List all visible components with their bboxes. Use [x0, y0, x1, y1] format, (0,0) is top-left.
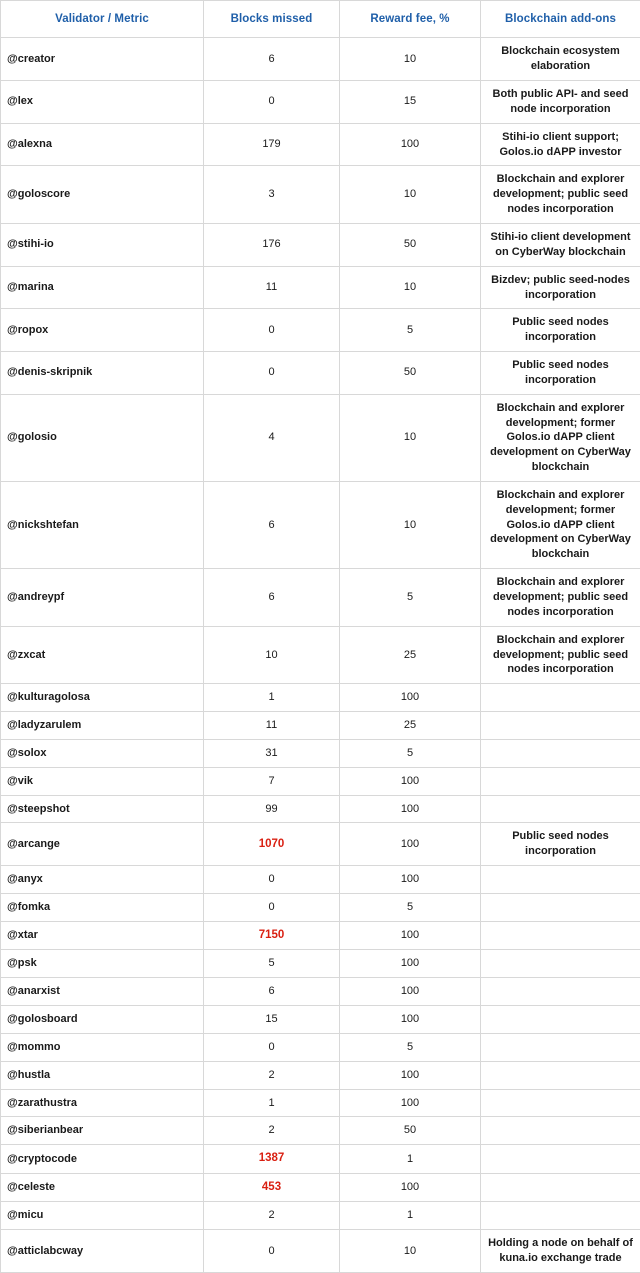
blockchain-addons-value: [481, 950, 640, 978]
table-row: [1, 795, 640, 823]
blocks-missed-value: 176: [204, 223, 340, 266]
table-row: [1, 712, 640, 740]
validator-name: @anarxist: [1, 978, 204, 1006]
blocks-missed-value: 1: [204, 684, 340, 712]
blockchain-addons-value: Stihi-io client development on CyberWay blockchain: [481, 223, 640, 266]
blocks-missed-value: 1: [204, 1089, 340, 1117]
table-row: [1, 1173, 640, 1202]
table-row: [1, 866, 640, 894]
reward-fee-value: 100: [340, 684, 481, 712]
table-row: [1, 123, 640, 166]
table-row: [1, 166, 640, 224]
blocks-missed-value: 15: [204, 1006, 340, 1034]
table-row: [1, 1089, 640, 1117]
validator-name: @anyx: [1, 866, 204, 894]
table-header-row: [1, 1, 640, 38]
validator-name: @xtar: [1, 921, 204, 950]
validator-name: @mommo: [1, 1033, 204, 1061]
blocks-missed-value: 31: [204, 739, 340, 767]
validator-name: @alexna: [1, 123, 204, 166]
blockchain-addons-value: [481, 767, 640, 795]
blockchain-addons-value: [481, 1033, 640, 1061]
blocks-missed-value: 5: [204, 950, 340, 978]
table-row: [1, 1145, 640, 1174]
validator-name: @andreypf: [1, 569, 204, 627]
blocks-missed-value: 0: [204, 352, 340, 395]
blockchain-addons-value: Blockchain and explorer development; public seed nodes incorporation: [481, 569, 640, 627]
blocks-missed-value: 99: [204, 795, 340, 823]
table-row: [1, 1033, 640, 1061]
blocks-missed-value: 1387: [204, 1145, 340, 1174]
blocks-missed-value: 11: [204, 712, 340, 740]
blockchain-addons-value: Blockchain and explorer development; former Golos.io dAPP client development on CyberWay blockchain: [481, 481, 640, 568]
reward-fee-value: 100: [340, 823, 481, 866]
blockchain-addons-value: [481, 1061, 640, 1089]
blockchain-addons-value: [481, 1006, 640, 1034]
table-row: [1, 1230, 640, 1273]
blockchain-addons-value: Public seed nodes incorporation: [481, 309, 640, 352]
blockchain-addons-value: [481, 739, 640, 767]
blockchain-addons-value: Blockchain and explorer development; public seed nodes incorporation: [481, 626, 640, 684]
table-row: [1, 1117, 640, 1145]
table-row: [1, 767, 640, 795]
blocks-missed-value: 0: [204, 893, 340, 921]
validator-name: @steepshot: [1, 795, 204, 823]
reward-fee-value: 100: [340, 1173, 481, 1202]
table-row: [1, 266, 640, 309]
reward-fee-value: 1: [340, 1145, 481, 1174]
table-row: [1, 626, 640, 684]
validator-name: @atticlabcway: [1, 1230, 204, 1273]
validator-name: @arcange: [1, 823, 204, 866]
table-row: [1, 1061, 640, 1089]
validator-name: @vik: [1, 767, 204, 795]
reward-fee-value: 10: [340, 481, 481, 568]
validator-name: @zarathustra: [1, 1089, 204, 1117]
blockchain-addons-value: [481, 684, 640, 712]
reward-fee-value: 25: [340, 626, 481, 684]
blockchain-addons-value: Stihi-io client support; Golos.io dAPP investor: [481, 123, 640, 166]
validator-name: @lex: [1, 81, 204, 124]
reward-fee-value: 5: [340, 569, 481, 627]
column-header-blocks-missed: Blocks missed: [204, 1, 340, 38]
blocks-missed-value: 6: [204, 38, 340, 81]
table-row: [1, 481, 640, 568]
table-row: [1, 394, 640, 481]
reward-fee-value: 10: [340, 394, 481, 481]
blockchain-addons-value: Blockchain and explorer development; former Golos.io dAPP client development on CyberWay blockchain: [481, 394, 640, 481]
blockchain-addons-value: Blockchain and explorer development; public seed nodes incorporation: [481, 166, 640, 224]
reward-fee-value: 100: [340, 921, 481, 950]
table-row: [1, 684, 640, 712]
blockchain-addons-value: [481, 978, 640, 1006]
blocks-missed-value: 11: [204, 266, 340, 309]
blockchain-addons-value: [481, 712, 640, 740]
blockchain-addons-value: [481, 1145, 640, 1174]
reward-fee-value: 100: [340, 1089, 481, 1117]
reward-fee-value: 100: [340, 767, 481, 795]
table-row: [1, 1006, 640, 1034]
validator-name: @golosboard: [1, 1006, 204, 1034]
blockchain-addons-value: [481, 893, 640, 921]
blocks-missed-value: 0: [204, 1033, 340, 1061]
column-header-reward-fee: Reward fee, %: [340, 1, 481, 38]
blockchain-addons-value: [481, 866, 640, 894]
validator-name: @nickshtefan: [1, 481, 204, 568]
blocks-missed-value: 0: [204, 309, 340, 352]
reward-fee-value: 50: [340, 223, 481, 266]
reward-fee-value: 100: [340, 123, 481, 166]
blocks-missed-value: 1070: [204, 823, 340, 866]
validator-name: @siberianbear: [1, 1117, 204, 1145]
validator-name: @marina: [1, 266, 204, 309]
blocks-missed-value: 6: [204, 978, 340, 1006]
table-row: [1, 823, 640, 866]
blockchain-addons-value: Blockchain ecosystem elaboration: [481, 38, 640, 81]
validator-name: @micu: [1, 1202, 204, 1230]
validator-name: @ropox: [1, 309, 204, 352]
reward-fee-value: 5: [340, 1033, 481, 1061]
reward-fee-value: 5: [340, 893, 481, 921]
column-header-validator: Validator / Metric: [1, 1, 204, 38]
table-row: [1, 739, 640, 767]
validator-name: @stihi-io: [1, 223, 204, 266]
blocks-missed-value: 4: [204, 394, 340, 481]
table-row: [1, 38, 640, 81]
table-row: [1, 950, 640, 978]
table-row: [1, 978, 640, 1006]
reward-fee-value: 50: [340, 1117, 481, 1145]
blocks-missed-value: 7150: [204, 921, 340, 950]
validator-name: @goloscore: [1, 166, 204, 224]
table-row: [1, 309, 640, 352]
blockchain-addons-value: Holding a node on behalf of kuna.io exchange trade: [481, 1230, 640, 1273]
blockchain-addons-value: Public seed nodes incorporation: [481, 352, 640, 395]
blocks-missed-value: 6: [204, 569, 340, 627]
blockchain-addons-value: [481, 1173, 640, 1202]
validator-name: @creator: [1, 38, 204, 81]
table-header: [1, 1, 640, 38]
reward-fee-value: 25: [340, 712, 481, 740]
validator-name: @denis-skripnik: [1, 352, 204, 395]
blocks-missed-value: 10: [204, 626, 340, 684]
blockchain-addons-value: Public seed nodes incorporation: [481, 823, 640, 866]
reward-fee-value: 1: [340, 1202, 481, 1230]
table-row: [1, 81, 640, 124]
table-body: [1, 38, 640, 1272]
validator-name: @golosio: [1, 394, 204, 481]
table-row: [1, 569, 640, 627]
validator-name: @fomka: [1, 893, 204, 921]
blocks-missed-value: 2: [204, 1202, 340, 1230]
blocks-missed-value: 3: [204, 166, 340, 224]
table-row: [1, 223, 640, 266]
blockchain-addons-value: Bizdev; public seed-nodes incorporation: [481, 266, 640, 309]
validator-name: @ladyzarulem: [1, 712, 204, 740]
validator-name: @solox: [1, 739, 204, 767]
blocks-missed-value: 2: [204, 1117, 340, 1145]
validator-name: @psk: [1, 950, 204, 978]
blocks-missed-value: 453: [204, 1173, 340, 1202]
table-row: [1, 921, 640, 950]
reward-fee-value: 50: [340, 352, 481, 395]
reward-fee-value: 10: [340, 266, 481, 309]
blockchain-addons-value: [481, 921, 640, 950]
table-row: [1, 352, 640, 395]
reward-fee-value: 10: [340, 1230, 481, 1273]
reward-fee-value: 100: [340, 795, 481, 823]
reward-fee-value: 100: [340, 1006, 481, 1034]
blocks-missed-value: 179: [204, 123, 340, 166]
reward-fee-value: 5: [340, 309, 481, 352]
blocks-missed-value: 0: [204, 81, 340, 124]
reward-fee-value: 100: [340, 950, 481, 978]
blocks-missed-value: 7: [204, 767, 340, 795]
blocks-missed-value: 6: [204, 481, 340, 568]
blockchain-addons-value: [481, 1117, 640, 1145]
reward-fee-value: 100: [340, 978, 481, 1006]
reward-fee-value: 5: [340, 739, 481, 767]
table-row: [1, 893, 640, 921]
reward-fee-value: 15: [340, 81, 481, 124]
blocks-missed-value: 2: [204, 1061, 340, 1089]
validator-name: @cryptocode: [1, 1145, 204, 1174]
validator-name: @hustla: [1, 1061, 204, 1089]
table-row: [1, 1202, 640, 1230]
reward-fee-value: 100: [340, 866, 481, 894]
reward-fee-value: 100: [340, 1061, 481, 1089]
blockchain-addons-value: [481, 795, 640, 823]
validator-name: @celeste: [1, 1173, 204, 1202]
blockchain-addons-value: [481, 1089, 640, 1117]
reward-fee-value: 10: [340, 38, 481, 81]
validator-name: @kulturagolosa: [1, 684, 204, 712]
validator-name: @zxcat: [1, 626, 204, 684]
blockchain-addons-value: [481, 1202, 640, 1230]
blocks-missed-value: 0: [204, 866, 340, 894]
column-header-blockchain-addons: Blockchain add-ons: [481, 1, 640, 38]
blockchain-addons-value: Both public API- and seed node incorporation: [481, 81, 640, 124]
blocks-missed-value: 0: [204, 1230, 340, 1273]
reward-fee-value: 10: [340, 166, 481, 224]
